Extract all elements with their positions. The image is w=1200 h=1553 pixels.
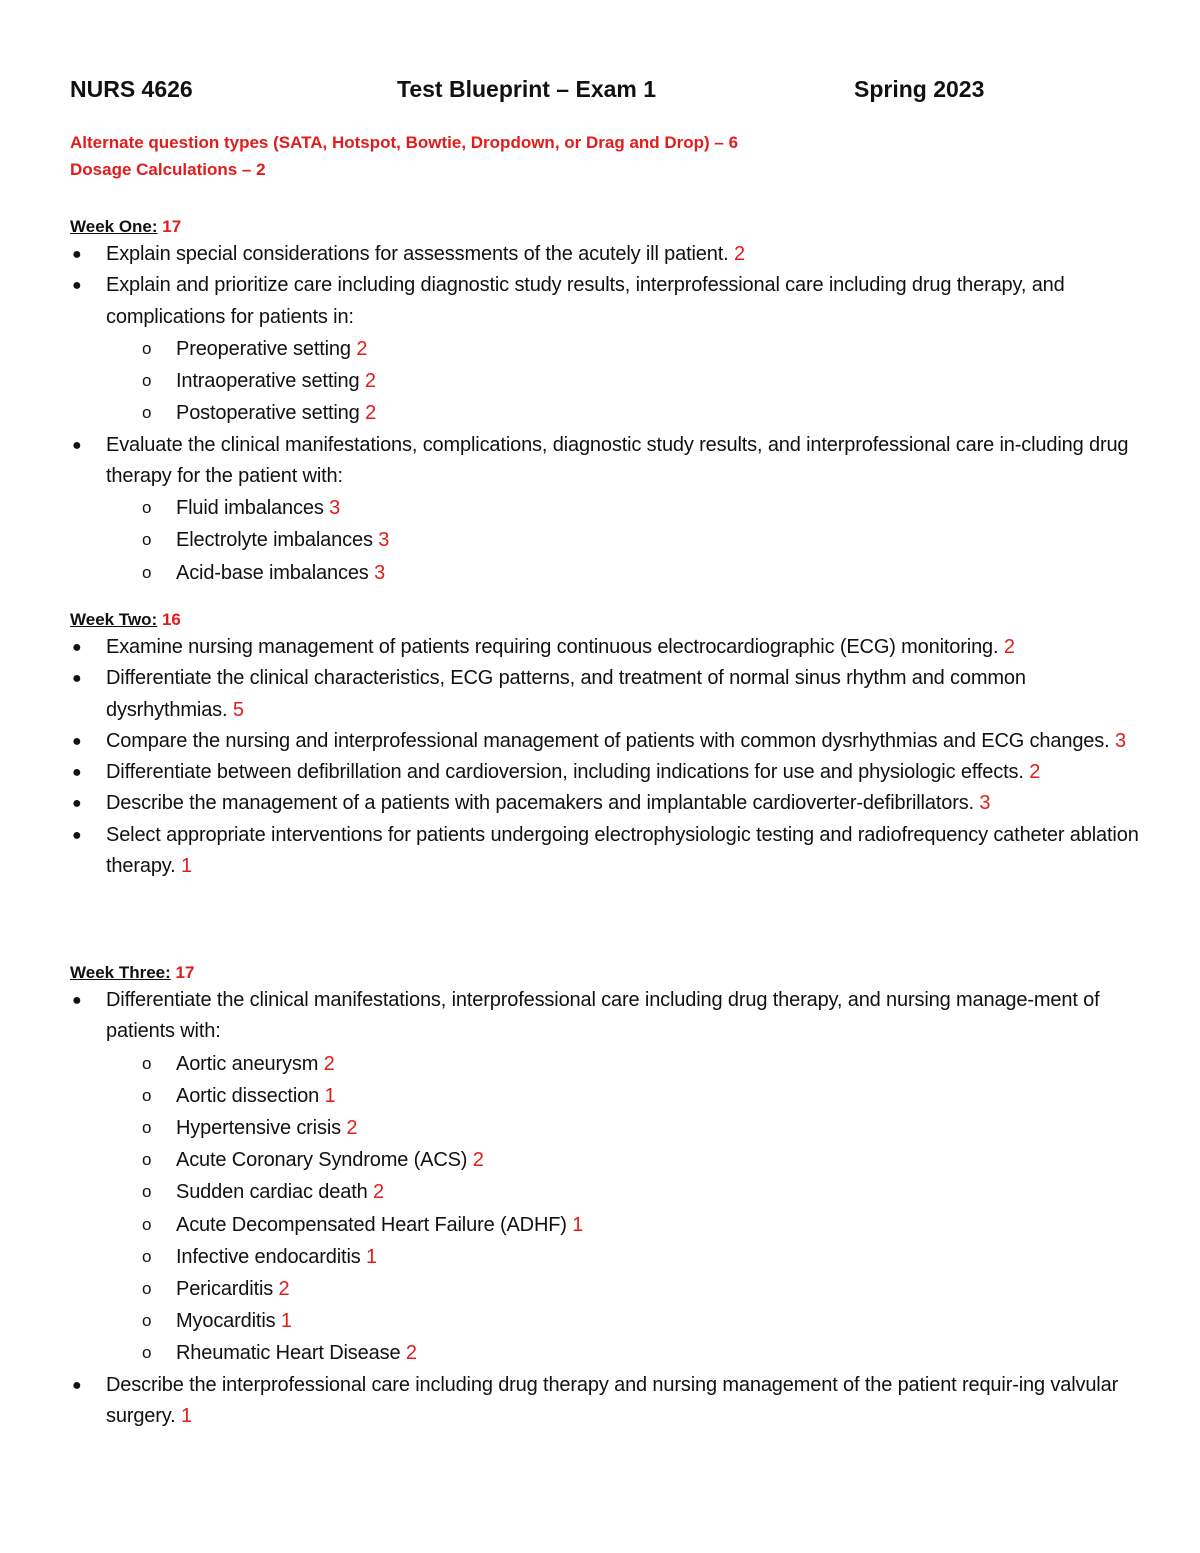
sub-item-text: Acid-base imbalances (176, 561, 369, 584)
objective-item (70, 270, 1150, 429)
objective-item (70, 1370, 1150, 1433)
sub-item (70, 1176, 1150, 1208)
week-one-section (70, 215, 1150, 589)
objective-text: Examine nursing management of patients requiring continuous electrocardiographic (ECG) monitoring. (106, 636, 999, 658)
sub-item-text: Fluid imbalances (176, 497, 324, 520)
objective-text: Describe the interprofessional care including drug therapy and nursing management of the patient requir-ing valvular surgery. (106, 1373, 1119, 1427)
circle-bullet-icon: o (142, 1311, 152, 1331)
sub-list (106, 492, 1150, 589)
dosage-calculations: Dosage Calculations – 2 (70, 160, 266, 179)
sub-item-count: 2 (323, 1052, 335, 1075)
sub-item-text: Aortic aneurysm (176, 1052, 319, 1075)
objective-text: Explain special considerations for assessments of the acutely ill patient. (106, 243, 729, 265)
sub-item-text: Postoperative setting (176, 402, 360, 425)
circle-bullet-icon: o (142, 1214, 152, 1234)
objective-list (70, 632, 1150, 882)
bullet-icon: ● (72, 992, 82, 1009)
sub-item (70, 1144, 1150, 1176)
sub-item-count: 2 (373, 1181, 384, 1204)
alternate-question-types: Alternate question types (SATA, Hotspot, Bowtie, Dropdown, or Drag and Drop) – 6 (70, 133, 739, 152)
circle-bullet-icon: o (142, 371, 152, 391)
objective-text: Differentiate between defibrillation and cardioversion, including indications for use and physiologic effects. (106, 761, 1024, 784)
objective-count: 1 (180, 1404, 192, 1427)
sub-item (70, 492, 1150, 524)
objective-item (70, 430, 1150, 589)
term-label: Spring 2023 (854, 76, 985, 102)
circle-bullet-icon: o (142, 403, 152, 423)
circle-bullet-icon: o (142, 338, 152, 358)
bullet-icon: ● (72, 764, 82, 782)
bullet-icon: ● (72, 246, 82, 263)
circle-bullet-icon: o (142, 1085, 152, 1105)
objective-item (70, 788, 1150, 819)
week-total: 17 (175, 963, 195, 982)
objective-count: 1 (181, 855, 192, 878)
objective-text: Select appropriate interventions for patients undergoing electrophysiologic testing and radiofrequency catheter ablation therapy. (106, 823, 1139, 878)
bullet-icon: ● (72, 277, 82, 295)
week-label: Week Three: (70, 963, 171, 982)
objective-count: 2 (1003, 636, 1015, 658)
bullet-icon: ● (72, 826, 82, 844)
circle-bullet-icon: o (142, 1246, 152, 1266)
sub-item-count: 1 (572, 1213, 584, 1236)
sub-item-text: Intraoperative setting (176, 370, 360, 393)
sub-item (70, 1112, 1150, 1144)
objective-item (70, 632, 1150, 663)
sub-item (70, 333, 1150, 365)
sub-item-text: Acute Decompensated Heart Failure (ADHF) (176, 1213, 567, 1236)
bullet-icon: ● (72, 670, 82, 688)
objective-count: 3 (979, 792, 991, 815)
sub-item-count: 2 (278, 1278, 290, 1301)
objective-text: Explain and prioritize care including diagnostic study results, interprofessional care including drug therapy, and complications for patients in: (106, 274, 1065, 328)
sub-item-text: Sudden cardiac death (176, 1181, 368, 1204)
sub-item (70, 1273, 1150, 1305)
week-three-section (70, 961, 1150, 1432)
sub-item-count: 1 (366, 1245, 377, 1268)
objective-item (70, 985, 1150, 1370)
week-label: Week One: (70, 217, 158, 236)
circle-bullet-icon: o (142, 498, 152, 518)
bullet-icon: ● (72, 795, 82, 813)
sub-item (70, 1080, 1150, 1112)
circle-bullet-icon: o (142, 530, 152, 550)
sub-item-count: 2 (472, 1149, 484, 1172)
sub-item-text: Pericarditis (176, 1278, 274, 1301)
circle-bullet-icon: o (142, 1182, 152, 1202)
sub-item-count: 2 (356, 337, 368, 360)
objective-count: 5 (232, 698, 244, 721)
bullet-icon: ● (72, 1376, 82, 1394)
objective-list (70, 985, 1150, 1432)
sub-item-count: 1 (280, 1310, 292, 1333)
sub-item (70, 1241, 1150, 1273)
week-two-section (70, 608, 1150, 882)
sub-item (70, 524, 1150, 556)
objective-text: Describe the management of a patients with pacemakers and implantable cardioverter-defibrillators. (106, 792, 974, 815)
objective-text: Compare the nursing and interprofessional management of patients with common dysrhythmias and ECG changes. (106, 729, 1110, 752)
sub-item-text: Electrolyte imbalances (176, 529, 373, 552)
objective-count: 2 (1029, 761, 1041, 784)
circle-bullet-icon: o (142, 1279, 152, 1299)
circle-bullet-icon: o (142, 1053, 152, 1073)
sub-item-count: 2 (365, 402, 377, 425)
document-header (0, 76, 1200, 106)
sub-item-text: Preoperative setting (176, 337, 351, 360)
document-title: Test Blueprint – Exam 1 (397, 76, 657, 102)
week-label: Week Two: (70, 610, 158, 629)
week-heading (70, 961, 1150, 985)
objective-item (70, 757, 1150, 788)
bullet-icon: ● (72, 639, 82, 656)
objective-item (70, 663, 1150, 726)
week-total: 17 (162, 217, 182, 236)
circle-bullet-icon: o (142, 1343, 152, 1363)
sub-item (70, 1305, 1150, 1337)
sub-item-text: Hypertensive crisis (176, 1117, 341, 1139)
sub-item-text: Myocarditis (176, 1310, 276, 1333)
sub-item-count: 2 (405, 1342, 417, 1365)
sub-item-count: 2 (346, 1117, 358, 1139)
objective-text: Evaluate the clinical manifestations, complications, diagnostic study results, and interprofessional care in-cluding drug therapy for the patient with: (106, 433, 1129, 487)
bullet-icon: ● (72, 436, 82, 454)
sub-item (70, 557, 1150, 589)
sub-item (70, 397, 1150, 429)
sub-item-count: 3 (374, 561, 386, 584)
objective-text: Differentiate the clinical manifestations, interprofessional care including drug therapy, and nursing manage-ment of patients with: (106, 989, 1100, 1043)
sub-item-text: Aortic dissection (176, 1084, 320, 1107)
objective-count: 3 (1114, 729, 1126, 752)
week-heading (70, 608, 1150, 632)
sub-item-text: Rheumatic Heart Disease (176, 1342, 401, 1365)
circle-bullet-icon: o (142, 1150, 152, 1170)
sub-item-count: 3 (329, 497, 341, 520)
sub-item-text: Acute Coronary Syndrome (ACS) (176, 1149, 468, 1172)
bullet-icon: ● (72, 732, 82, 750)
sub-list (106, 333, 1150, 430)
objective-list (70, 239, 1150, 589)
sub-list (106, 1048, 1150, 1370)
week-total: 16 (161, 610, 181, 629)
sub-item (70, 1048, 1150, 1080)
sub-item-count: 3 (378, 529, 390, 552)
week-heading (70, 215, 1150, 239)
sub-item (70, 365, 1150, 397)
objective-item (70, 239, 1150, 270)
circle-bullet-icon: o (142, 1118, 152, 1137)
sub-item (70, 1337, 1150, 1369)
objective-text: Differentiate the clinical characteristics, ECG patterns, and treatment of normal sinus rhythm and common dysrhythmias. (106, 667, 1026, 721)
sub-item (70, 1209, 1150, 1241)
objective-item (70, 820, 1150, 883)
course-code: NURS 4626 (70, 76, 193, 102)
circle-bullet-icon: o (142, 562, 152, 582)
objective-item (70, 726, 1150, 757)
sub-item-text: Infective endocarditis (176, 1245, 361, 1268)
objective-count: 2 (734, 243, 745, 265)
sub-item-count: 2 (364, 370, 376, 393)
sub-item-count: 1 (324, 1084, 336, 1107)
